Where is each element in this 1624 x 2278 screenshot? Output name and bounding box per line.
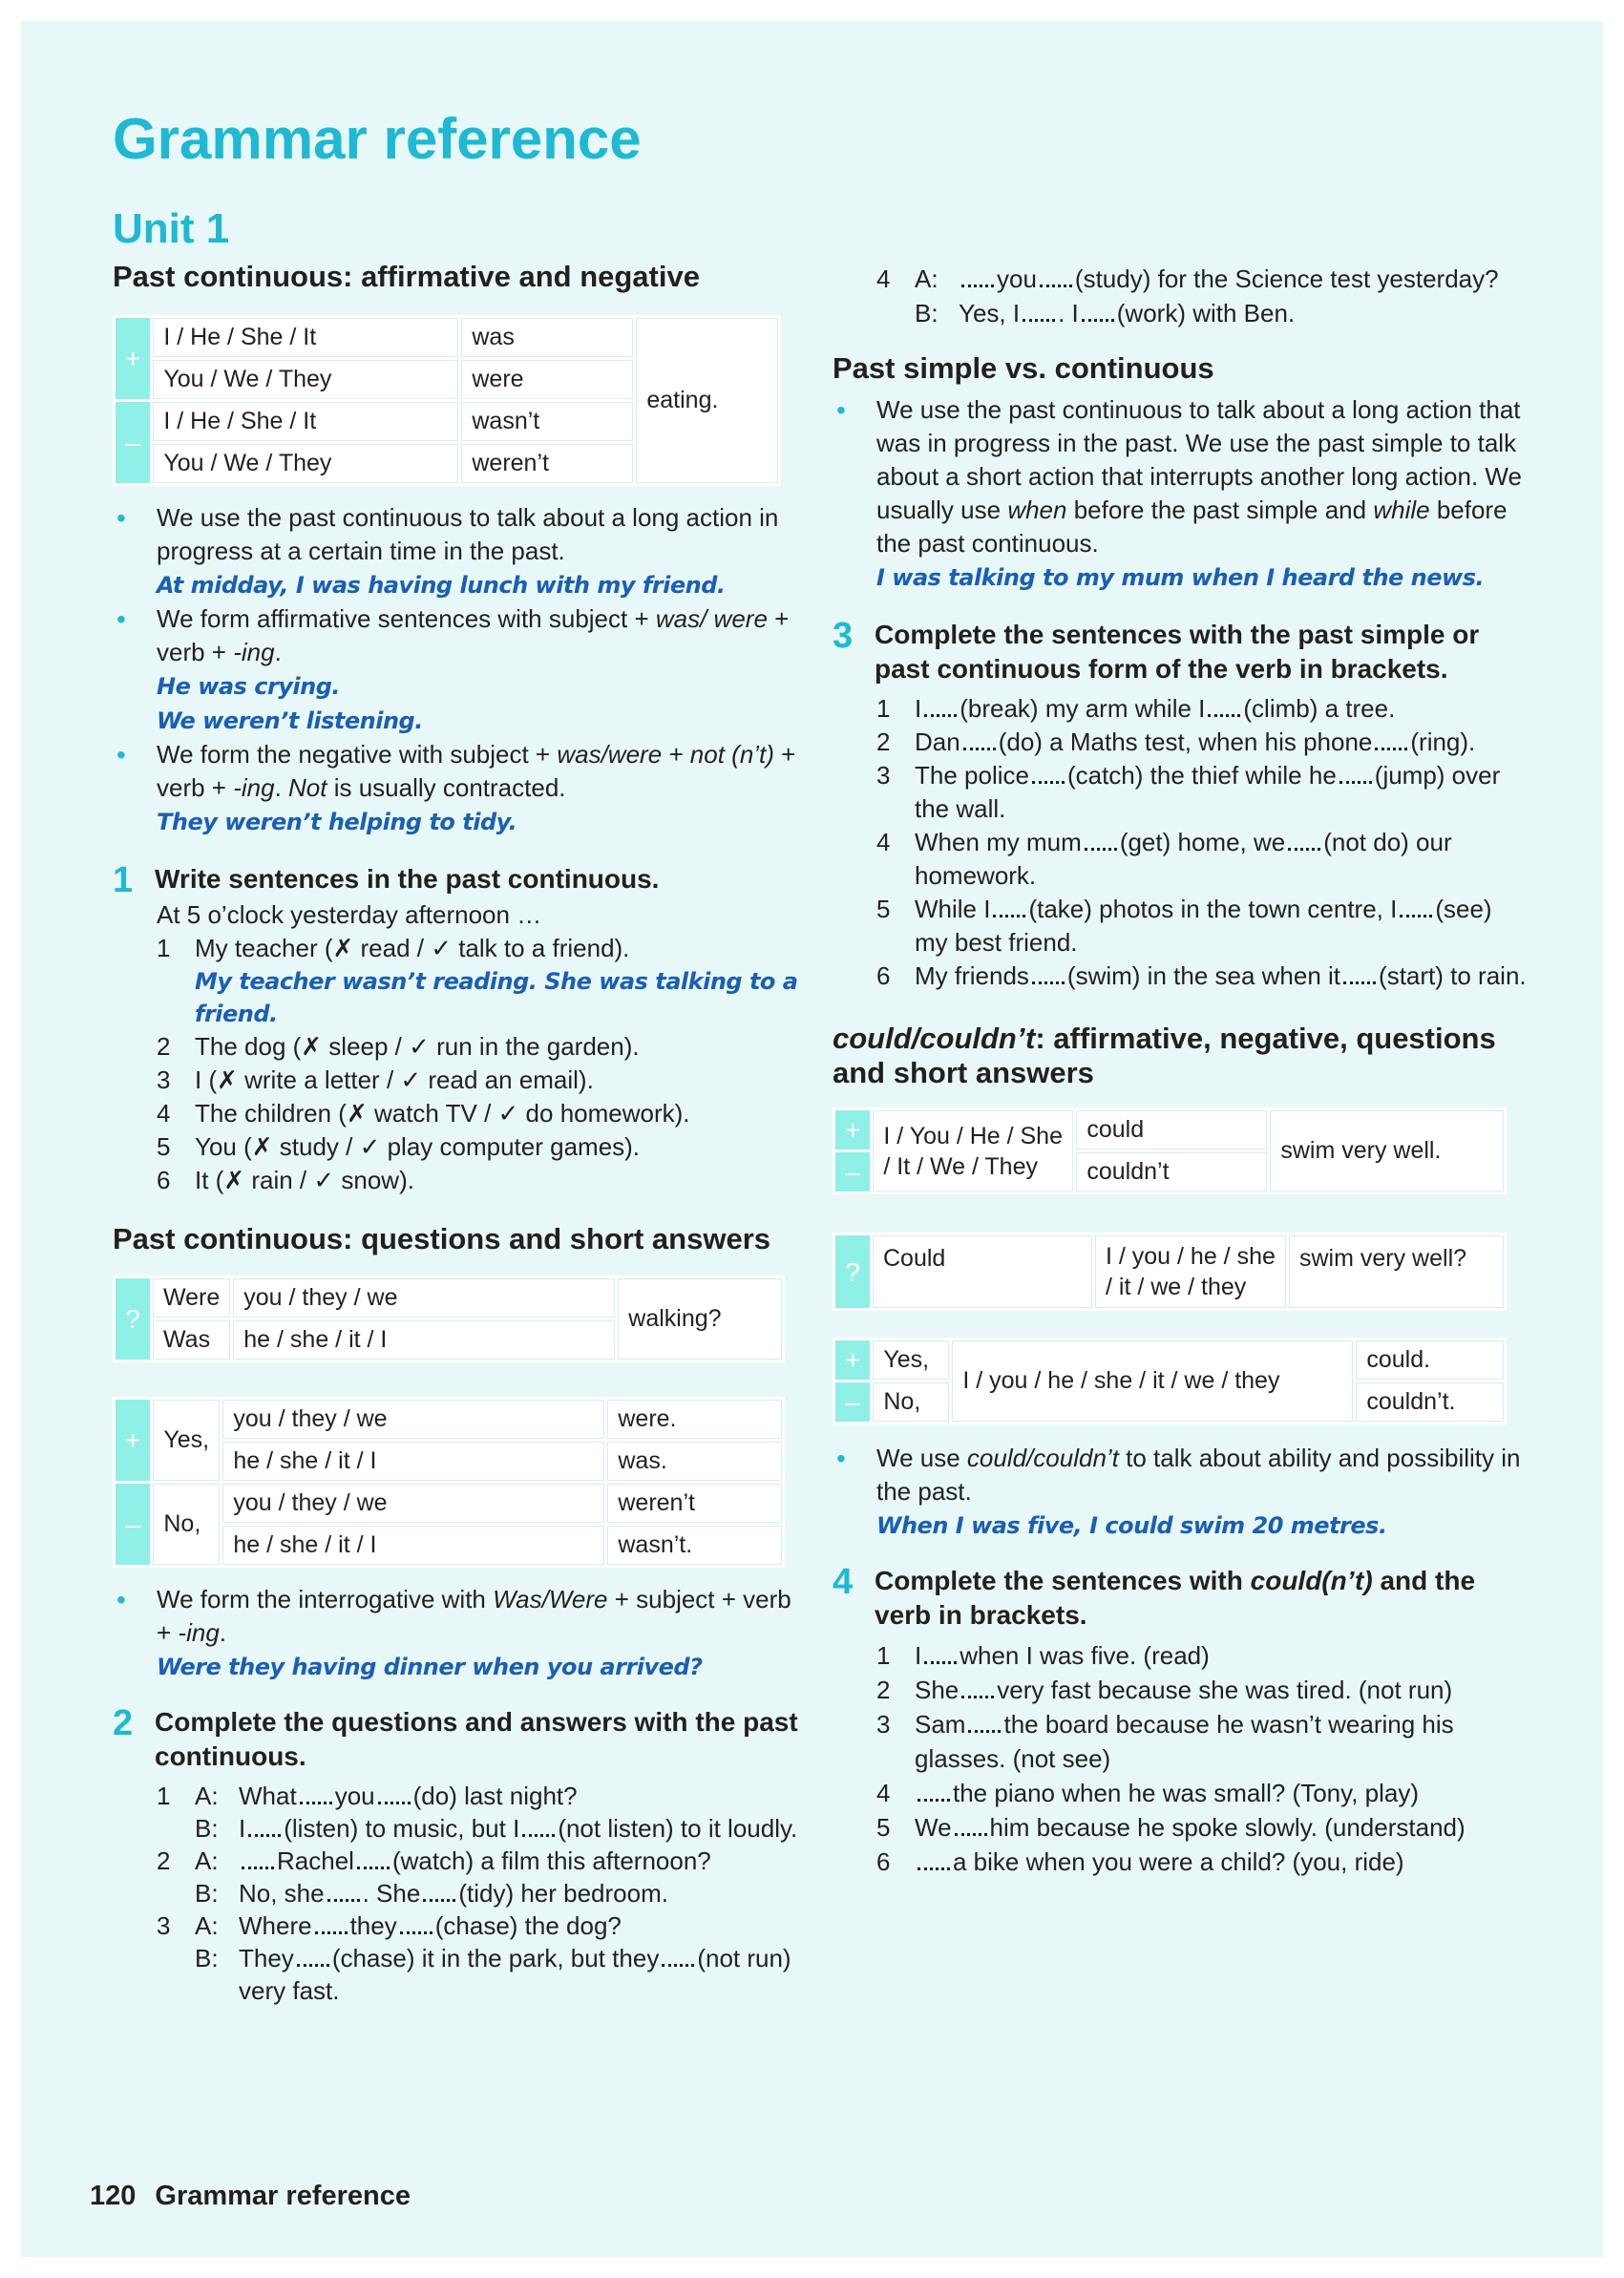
item-text: (climb) a tree. xyxy=(1243,694,1396,723)
speaker-label: A: xyxy=(195,1782,219,1810)
exercise-3-heading xyxy=(833,618,1527,686)
item-number: 2 xyxy=(876,1676,891,1704)
rule-text: . xyxy=(274,773,289,802)
table-cell: Yes, xyxy=(873,1340,949,1380)
rule-item xyxy=(113,602,812,738)
blank xyxy=(1023,305,1055,322)
blank xyxy=(961,1681,994,1698)
item-number: 6 xyxy=(157,1166,171,1194)
rule-text: before the past simple and xyxy=(1066,496,1374,524)
speaker-label: A: xyxy=(915,264,939,293)
item-text: they xyxy=(349,1911,397,1940)
item-text: She xyxy=(915,1676,960,1704)
item-text: (see) my best friend. xyxy=(915,895,1492,957)
item-text: him because he spoke slowly. (understand) xyxy=(989,1813,1466,1842)
plus-sign: + xyxy=(835,1340,870,1380)
unit-heading: Unit 1 xyxy=(113,205,230,252)
exercise-item xyxy=(876,692,1527,726)
exercise-item xyxy=(157,932,812,965)
table-cell: Could xyxy=(873,1235,1092,1308)
exercise-item xyxy=(157,1909,812,1942)
rule-item xyxy=(833,393,1527,595)
exercise-item xyxy=(876,893,1527,960)
exercise-item xyxy=(876,826,1527,893)
rule-item xyxy=(113,738,812,839)
exercise-item xyxy=(876,1673,1527,1707)
blank xyxy=(968,1716,1001,1733)
item-text: When my mum xyxy=(915,828,1082,856)
table-cell: was xyxy=(461,318,633,357)
table-cell: couldn’t xyxy=(1076,1152,1267,1192)
exercise-4-list xyxy=(876,1638,1527,1879)
item-text: (do) a Maths test, when his phone xyxy=(998,728,1373,756)
exercise-item xyxy=(157,1097,812,1130)
rule-text: We use the past continuous to talk about a long action in progress at a certain time in the past. xyxy=(157,503,779,565)
table-cell: weren’t xyxy=(461,444,633,483)
item-number: 1 xyxy=(157,934,171,962)
rules-list xyxy=(833,1442,1527,1543)
blank xyxy=(924,1647,957,1664)
rule-text-italic: Not xyxy=(288,773,327,802)
blank xyxy=(327,1885,360,1902)
exercise-item xyxy=(876,262,1527,296)
rule-text: . xyxy=(219,1618,227,1647)
item-text: I (✗ write a letter / ✓ read an email). xyxy=(195,1065,594,1094)
item-number: 5 xyxy=(876,895,891,923)
item-text: when I was five. (read) xyxy=(960,1641,1210,1670)
table-cell: you / they / we xyxy=(222,1400,604,1439)
table-affirmative-negative xyxy=(113,315,781,486)
table-cell: he / she / it / I xyxy=(222,1526,604,1565)
item-number: 2 xyxy=(876,728,891,756)
item-text: My friends xyxy=(915,961,1029,990)
item-text: Rachel xyxy=(277,1846,354,1875)
item-text: Where xyxy=(239,1911,312,1940)
rule-text-italic: was/were + not (n’t) xyxy=(557,740,774,769)
exercise-item xyxy=(876,1638,1527,1673)
exercise-item xyxy=(876,1845,1527,1879)
item-text: (do) last night? xyxy=(412,1782,578,1810)
exercise-title-italic: could(n’t) xyxy=(1250,1566,1373,1595)
table-questions xyxy=(113,1276,785,1362)
table-cell: No, xyxy=(873,1382,949,1422)
speaker-label: B: xyxy=(915,299,939,327)
blank xyxy=(1032,767,1065,784)
table-cell: eating. xyxy=(636,318,778,483)
table-short-answers xyxy=(113,1397,785,1568)
blank xyxy=(300,1787,332,1804)
item-text: you xyxy=(334,1782,375,1810)
blank xyxy=(963,733,996,750)
example-answer: My teacher wasn’t reading. She was talking to a friend. xyxy=(195,968,798,1027)
item-text: The dog (✗ sleep / ✓ run in the garden). xyxy=(195,1032,640,1061)
item-number: 3 xyxy=(157,1911,171,1940)
blank xyxy=(1288,833,1320,851)
rule-text-italic: -ing xyxy=(233,638,275,666)
plus-sign: + xyxy=(116,1400,150,1481)
blank xyxy=(1208,700,1240,717)
item-text: (not listen) to it loudly. xyxy=(558,1814,798,1843)
rule-text: We use the past continuous to talk about a long action that was in progress in the past. We use the past simple to talk about a short action that interrupts another long action. We usually use xyxy=(876,395,1522,524)
exercise-item xyxy=(157,1877,812,1909)
table-cell: you / they / we xyxy=(222,1484,604,1523)
rule-text: is usually contracted. xyxy=(327,773,566,802)
item-text: You (✗ study / ✓ play computer games). xyxy=(195,1132,641,1161)
table-cell: You / We / They xyxy=(153,360,458,399)
example-text: They weren’t helping to tidy. xyxy=(157,809,517,835)
rule-text: We form affirmative sentences with subject + xyxy=(157,604,656,633)
item-text: (study) for the Science test yesterday? xyxy=(1074,264,1499,293)
exercise-item xyxy=(876,1707,1527,1776)
blank xyxy=(924,700,957,717)
rule-text: We form the interrogative with xyxy=(157,1585,494,1614)
table-cell: were. xyxy=(607,1400,782,1439)
blank xyxy=(1343,967,1376,984)
item-number: 3 xyxy=(876,1710,891,1739)
item-text: (take) photos in the town centre, I xyxy=(1028,895,1398,923)
item-number: 5 xyxy=(876,1813,891,1842)
item-text: (work) with Ben. xyxy=(1116,299,1296,327)
rule-text: + verb + xyxy=(157,740,796,802)
table-cell: wasn’t xyxy=(461,402,633,441)
item-number: 1 xyxy=(876,694,891,723)
blank xyxy=(522,1820,555,1837)
item-text: (tidy) her bedroom. xyxy=(458,1879,668,1908)
table-cell: I / you / he / she / it / we / they xyxy=(952,1340,1353,1422)
table-cell: he / she / it / I xyxy=(233,1320,615,1360)
exercise-number: 1 xyxy=(113,860,134,900)
blank xyxy=(1400,900,1432,918)
blank xyxy=(242,1852,274,1869)
minus-sign: – xyxy=(116,1484,150,1565)
item-number: 5 xyxy=(157,1132,171,1161)
item-text: (not run) very fast. xyxy=(239,1944,791,2005)
item-text: very fast because she was tired. (not run) xyxy=(997,1676,1453,1704)
exercise-item xyxy=(157,1030,812,1064)
exercise-item xyxy=(876,726,1527,759)
section-heading-questions: Past continuous: questions and short answers xyxy=(113,1222,770,1255)
exercise-1-heading xyxy=(113,862,812,898)
blank xyxy=(378,1787,411,1804)
blank xyxy=(357,1852,390,1869)
item-text: . She xyxy=(362,1879,421,1908)
blank xyxy=(1339,767,1372,784)
exercise-title: Write sentences in the past continuous. xyxy=(155,864,660,894)
rules-list xyxy=(113,501,812,839)
blank xyxy=(955,1819,987,1836)
page-title: Grammar reference xyxy=(113,107,642,171)
blank xyxy=(297,1950,329,1967)
speaker-label: B: xyxy=(195,1879,219,1908)
item-text: (ring). xyxy=(1410,728,1476,756)
example-text: He was crying. xyxy=(157,673,341,700)
page-footer xyxy=(90,2181,430,2212)
item-text: (watch) a film this afternoon? xyxy=(391,1846,711,1875)
item-text: My teacher (✗ read / ✓ talk to a friend). xyxy=(195,934,630,962)
example-text: Were they having dinner when you arrived? xyxy=(157,1654,703,1680)
table-cell: could xyxy=(1076,1110,1267,1150)
example-text: At midday, I was having lunch with my friend. xyxy=(157,572,726,599)
speaker-label: B: xyxy=(195,1944,219,1972)
table-cell: I / you / he / she / it / we / they xyxy=(1095,1235,1286,1308)
item-text: (break) my arm while I xyxy=(960,694,1206,723)
item-number: 3 xyxy=(157,1065,171,1094)
section-heading-could xyxy=(833,1022,1527,1090)
item-text: (jump) over the wall. xyxy=(915,761,1501,823)
exercise-item xyxy=(876,1810,1527,1845)
table-cell: weren’t xyxy=(607,1484,782,1523)
blank xyxy=(1032,967,1065,984)
rule-text-italic: when xyxy=(1007,496,1067,524)
blank xyxy=(961,270,994,287)
blank xyxy=(1040,270,1072,287)
exercise-item xyxy=(876,1776,1527,1810)
item-number: 1 xyxy=(157,1782,171,1810)
item-number: 4 xyxy=(876,264,891,293)
blank xyxy=(1085,833,1117,851)
exercise-item xyxy=(876,759,1527,826)
question-sign: ? xyxy=(116,1278,150,1360)
item-text: No, she xyxy=(239,1879,325,1908)
example-text: When I was five, I could swim 20 metres. xyxy=(876,1512,1387,1539)
rule-text: to talk about ability and possibility in the past. xyxy=(876,1444,1521,1506)
item-number: 6 xyxy=(876,1847,891,1876)
rule-text-italic: while xyxy=(1373,496,1430,524)
blank xyxy=(1375,733,1407,750)
table-cell: You / We / They xyxy=(153,444,458,483)
rule-text-italic: -ing xyxy=(178,1618,220,1647)
heading-italic: could/couldn’t xyxy=(833,1022,1036,1055)
rule-text-italic: was/ were xyxy=(655,604,768,633)
rule-text: We form the negative with subject + xyxy=(157,740,558,769)
minus-sign: – xyxy=(835,1382,870,1422)
table-cell: could. xyxy=(1356,1340,1504,1380)
plus-sign: + xyxy=(835,1110,870,1150)
exercise-item xyxy=(157,1064,812,1097)
table-cell: swim very well. xyxy=(1270,1110,1504,1192)
exercise-2-list xyxy=(157,1780,812,2007)
blank xyxy=(315,1917,348,1934)
exercise-3-list xyxy=(876,692,1527,993)
table-cell: Was xyxy=(153,1320,230,1360)
exercise-item xyxy=(876,960,1527,993)
item-text: you xyxy=(997,264,1037,293)
exercise-title: Complete the sentences with xyxy=(875,1566,1251,1595)
exercise-2-continued xyxy=(876,262,1527,330)
item-number: 4 xyxy=(876,1779,891,1807)
minus-sign: – xyxy=(116,402,150,483)
table-cell: No, xyxy=(153,1484,220,1565)
table-cell: walking? xyxy=(618,1278,782,1360)
exercise-title: Complete the sentences with the past simple or past continuous form of the verb in brackets. xyxy=(875,620,1480,684)
table-cell: swim very well? xyxy=(1289,1235,1504,1308)
blank xyxy=(993,900,1025,918)
section-heading-simple-vs-continuous: Past simple vs. continuous xyxy=(833,351,1214,385)
item-number: 2 xyxy=(157,1846,171,1875)
item-number: 2 xyxy=(157,1032,171,1061)
item-number: 4 xyxy=(157,1099,171,1128)
exercise-2-heading xyxy=(113,1705,812,1774)
item-text: I xyxy=(915,1641,922,1670)
rules-list xyxy=(113,1583,812,1684)
item-text: They xyxy=(239,1944,294,1972)
item-number: 4 xyxy=(876,828,891,856)
rule-text: + verb + xyxy=(157,604,790,666)
rule-text: We use xyxy=(876,1444,967,1472)
page xyxy=(21,21,1603,2257)
speaker-label: B: xyxy=(195,1814,219,1843)
exercise-item xyxy=(157,1845,812,1877)
exercise-number: 3 xyxy=(833,616,854,656)
rule-text-italic: could/couldn’t xyxy=(966,1444,1119,1472)
minus-sign: – xyxy=(835,1152,870,1192)
item-text: While I xyxy=(915,895,991,923)
item-number: 6 xyxy=(876,961,891,990)
table-cell: wasn’t. xyxy=(607,1526,782,1565)
plus-sign: + xyxy=(116,318,150,399)
table-cell: Were xyxy=(153,1278,230,1318)
item-text: (swim) in the sea when it xyxy=(1066,961,1341,990)
exercise-item xyxy=(157,1812,812,1845)
speaker-label: A: xyxy=(195,1911,219,1940)
table-cell: you / they / we xyxy=(233,1278,615,1318)
item-text: What xyxy=(239,1782,297,1810)
item-text: We xyxy=(915,1813,952,1842)
table-could-short-answers xyxy=(833,1338,1507,1424)
exercise-item xyxy=(157,1130,812,1164)
item-text: . I xyxy=(1058,299,1079,327)
blank xyxy=(248,1820,281,1837)
exercise-title: and the verb in brackets. xyxy=(875,1566,1476,1630)
item-text: (start) to rain. xyxy=(1379,961,1527,990)
exercise-item xyxy=(876,296,1527,330)
item-text: The police xyxy=(915,761,1029,790)
blank xyxy=(400,1917,432,1934)
table-cell: I / He / She / It xyxy=(153,318,458,357)
exercise-number: 2 xyxy=(113,1703,134,1743)
item-text: The children (✗ watch TV / ✓ do homework). xyxy=(195,1099,690,1128)
item-text: a bike when you were a child? (you, ride) xyxy=(953,1847,1404,1876)
rule-item xyxy=(113,1583,812,1684)
rule-text: + subject + verb + xyxy=(157,1585,791,1647)
exercise-number: 4 xyxy=(833,1562,854,1602)
page-number: 120 xyxy=(90,2181,137,2211)
rules-list xyxy=(833,393,1527,595)
table-cell: I / He / She / It xyxy=(153,402,458,441)
exercise-item xyxy=(157,1942,812,2007)
rule-item xyxy=(113,501,812,602)
item-text: (chase) the dog? xyxy=(434,1911,622,1940)
blank xyxy=(917,1853,950,1870)
rule-text: . xyxy=(274,638,282,666)
section-heading-past-continuous: Past continuous: affirmative and negative xyxy=(113,260,700,293)
table-cell: Yes, xyxy=(153,1400,220,1481)
item-text: the piano when he was small? (Tony, play) xyxy=(953,1779,1419,1807)
table-cell: couldn’t. xyxy=(1356,1382,1504,1422)
example-text: We weren’t listening. xyxy=(157,707,423,734)
blank xyxy=(662,1950,694,1967)
item-text: (listen) to music, but I xyxy=(284,1814,520,1843)
rule-text-italic: Was/Were xyxy=(493,1585,608,1614)
table-cell: was. xyxy=(607,1442,782,1481)
exercise-title: Complete the questions and answers with the past continuous. xyxy=(155,1707,798,1771)
item-text: Dan xyxy=(915,728,960,756)
item-text: (not do) our homework. xyxy=(915,828,1452,890)
speaker-label: A: xyxy=(195,1846,219,1875)
exercise-intro: At 5 o’clock yesterday afternoon … xyxy=(157,900,542,929)
item-text: Sam xyxy=(915,1710,966,1739)
table-cell: I / You / He / She / It / We / They xyxy=(873,1110,1073,1192)
item-text: (chase) it in the park, but they xyxy=(331,1944,660,1972)
blank xyxy=(423,1885,455,1902)
question-sign: ? xyxy=(835,1235,870,1308)
example-text: I was talking to my mum when I heard the news. xyxy=(876,564,1485,591)
item-text: I xyxy=(915,694,922,723)
item-number: 1 xyxy=(876,1641,891,1670)
blank xyxy=(917,1784,950,1802)
rule-item xyxy=(833,1442,1527,1543)
exercise-4-heading xyxy=(833,1564,1527,1633)
table-could-question xyxy=(833,1233,1507,1311)
table-cell: were xyxy=(461,360,633,399)
table-could-affirmative xyxy=(833,1107,1507,1194)
rule-text-italic: -ing xyxy=(233,773,275,802)
item-text: I xyxy=(239,1814,246,1843)
item-number: 3 xyxy=(876,761,891,790)
footer-label: Grammar reference xyxy=(155,2181,411,2211)
item-text: Yes, I xyxy=(959,299,1021,327)
item-text: It (✗ rain / ✓ snow). xyxy=(195,1166,414,1194)
item-text: the board because he wasn’t wearing his glasses. (not see) xyxy=(915,1710,1454,1773)
exercise-item xyxy=(157,1780,812,1812)
exercise-item xyxy=(157,1164,812,1197)
item-text: (catch) the thief while he xyxy=(1066,761,1337,790)
table-cell: he / she / it / I xyxy=(222,1442,604,1481)
blank xyxy=(1082,305,1114,322)
heading-text: : affirmative, negative, questions and short answers xyxy=(833,1022,1496,1089)
rule-text: before the past continuous. xyxy=(876,496,1508,558)
item-text: (get) home, we xyxy=(1119,828,1286,856)
exercise-1-list xyxy=(157,932,812,1197)
